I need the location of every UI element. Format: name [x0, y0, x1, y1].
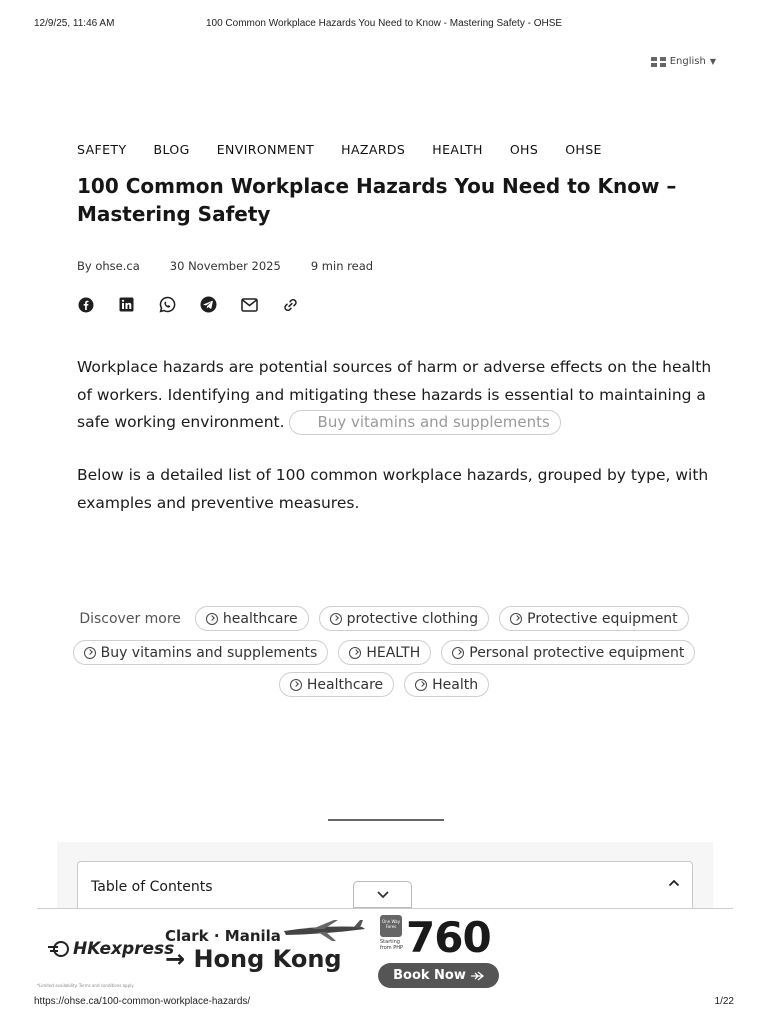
arrow-circle-icon [330, 613, 342, 625]
intro-text: Workplace hazards are potential sources of harm or adverse effects on the health of workers. Identifying and mitigating these hazards is essential to maintaining a safe working environment. [77, 358, 712, 431]
arrow-circle-icon [510, 613, 522, 625]
print-url: https://ohse.ca/100-common-workplace-hazards/ [34, 996, 251, 1007]
ad-expand-tab[interactable] [353, 881, 412, 908]
discover-pill[interactable] [73, 640, 329, 665]
chevron-up-icon[interactable] [668, 875, 680, 891]
fare-tag: One Way Fares [380, 915, 402, 937]
brand-name: HKexpress [73, 939, 175, 959]
category-blog[interactable]: BLOG [153, 142, 190, 157]
ad-creative[interactable] [37, 909, 500, 993]
discover-pill[interactable] [404, 672, 489, 697]
list-intro-paragraph: Below is a detailed list of 100 common workplace hazards, grouped by type, with examples and preventive measures. [77, 466, 709, 512]
route-to: Hong Kong [193, 945, 342, 973]
pill-label: Healthcare [306, 676, 384, 693]
arrow-circle-icon [290, 679, 302, 691]
route-to-row [165, 945, 342, 973]
arrow-circle-icon [415, 679, 427, 691]
print-header [34, 18, 734, 32]
pill-label: Personal protective equipment [469, 644, 685, 661]
chevron-down-icon [376, 890, 390, 899]
pill-label: HEALTH [366, 644, 421, 661]
discover-pill[interactable] [441, 640, 695, 665]
read-time: 9 min read [310, 259, 374, 273]
inline-ad-chip[interactable]: Buy vitamins and supplements [289, 410, 561, 435]
whatsapp-icon[interactable] [159, 296, 176, 313]
language-selector[interactable] [651, 56, 716, 67]
category-environment[interactable]: ENVIRONMENT [216, 142, 315, 157]
discover-pill[interactable] [279, 672, 394, 697]
print-title: 100 Common Workplace Hazards You Need to Know - Mastering Safety - OHSE [205, 18, 563, 29]
pill-label: healthcare [222, 610, 298, 627]
discover-pill[interactable] [195, 606, 309, 631]
article-title: 100 Common Workplace Hazards You Need to Know – Mastering Safety [77, 174, 677, 226]
route-from: Clark · Manila [165, 927, 281, 945]
category-health[interactable]: HEALTH [432, 142, 483, 157]
arrow-circle-icon [84, 647, 96, 659]
plane-icon [470, 971, 484, 981]
hkexpress-logo-icon [47, 939, 69, 959]
category-safety[interactable]: SAFETY [77, 142, 127, 157]
ad-brand [47, 939, 174, 959]
category-ohs[interactable]: OHS [509, 142, 539, 157]
toc-title: Table of Contents [91, 879, 213, 895]
pill-label: protective clothing [346, 610, 479, 627]
link-icon[interactable] [282, 296, 299, 313]
print-datetime: 12/9/25, 11:46 AM [34, 18, 115, 29]
pill-label: Protective equipment [527, 610, 678, 627]
discover-pill[interactable] [319, 606, 490, 631]
category-ohse[interactable]: OHSE [565, 142, 602, 157]
intro-paragraph [77, 354, 717, 437]
book-now-button[interactable] [378, 963, 499, 988]
author[interactable]: By ohse.ca [77, 259, 140, 273]
uk-flag-icon [651, 57, 666, 67]
discover-pill[interactable] [338, 640, 431, 665]
category-hazards[interactable]: HAZARDS [341, 142, 406, 157]
book-now-label: Book Now [393, 968, 466, 983]
ad-price: 760 [406, 913, 491, 962]
facebook-icon[interactable] [77, 296, 94, 313]
category-list [77, 142, 602, 157]
ad-fine-print: *Limited availability. Terms and conditions apply. [37, 983, 135, 988]
arrow-circle-icon [349, 647, 361, 659]
pill-label: Health [432, 676, 479, 693]
ad-blank-area [500, 909, 733, 993]
arrow-right-icon: → [165, 945, 194, 973]
caret-down-icon: ▼ [709, 57, 716, 66]
language-label: English [669, 56, 706, 67]
section-divider [328, 819, 444, 821]
share-bar [77, 296, 299, 313]
discover-pill[interactable] [499, 606, 689, 631]
linkedin-icon[interactable] [118, 296, 135, 313]
arrow-circle-icon [452, 647, 464, 659]
price-prefix: Starting from PHP [380, 939, 404, 951]
ad-banner[interactable] [37, 908, 733, 992]
airplane-icon [282, 917, 367, 943]
pill-label: Buy vitamins and supplements [100, 644, 318, 661]
telegram-icon[interactable] [200, 296, 217, 313]
discover-label: Discover more [79, 610, 181, 627]
article-meta [77, 259, 373, 273]
publish-date: 30 November 2025 [169, 259, 281, 273]
email-icon[interactable] [241, 296, 258, 313]
page-number: 1/22 [714, 996, 734, 1007]
arrow-circle-icon [206, 613, 218, 625]
